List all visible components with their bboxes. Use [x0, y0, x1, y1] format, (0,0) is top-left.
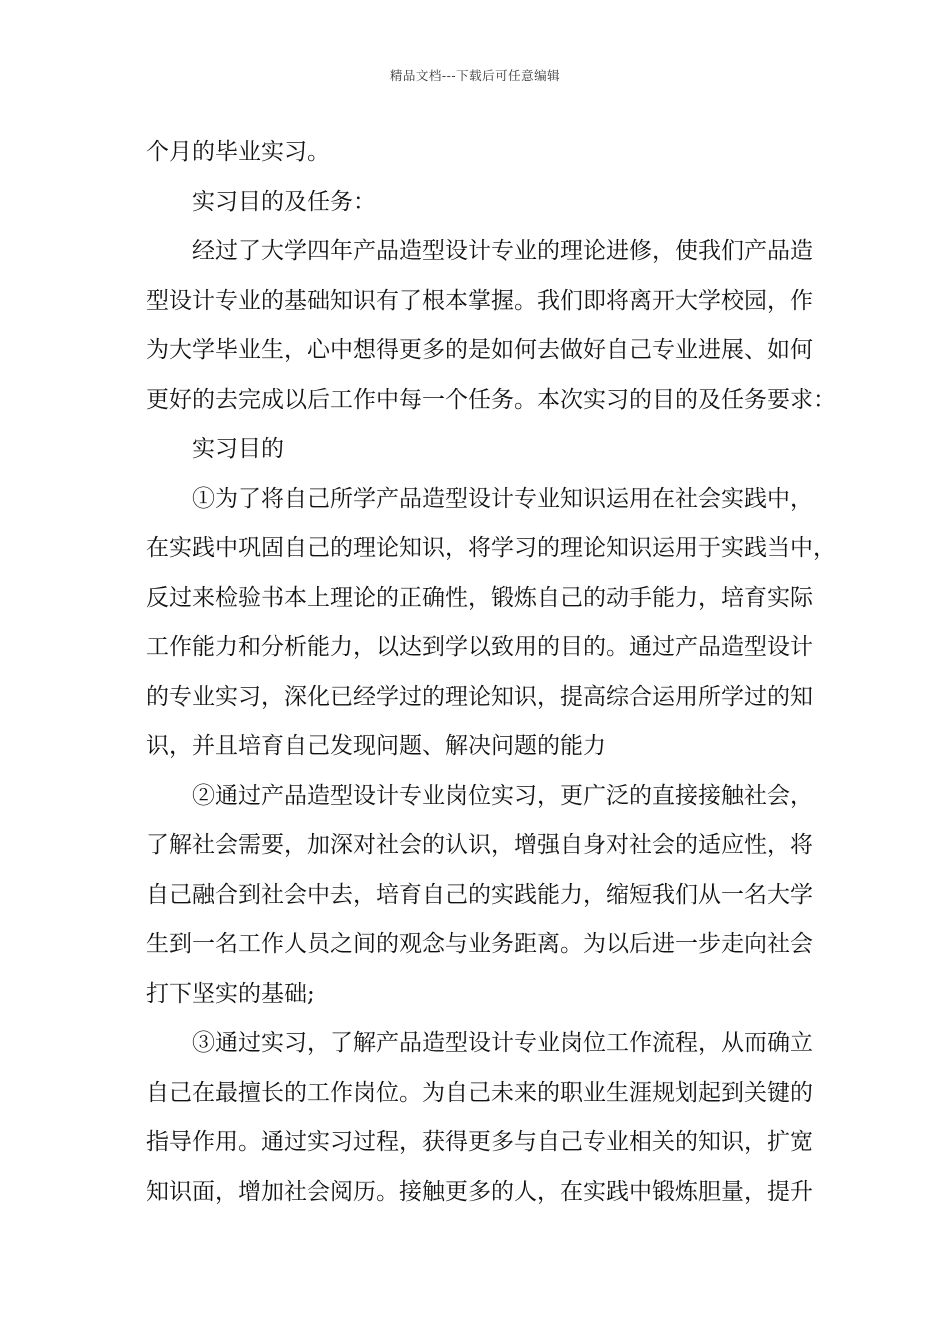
text-line: 在实践中巩固自己的理论知识，将学习的理论知识运用于实践当中， [146, 535, 836, 561]
text-line: ①为了将自己所学产品造型设计专业知识运用在社会实践中， [192, 485, 813, 512]
text-line: 个月的毕业实习。 [146, 139, 330, 165]
text-line: 型设计专业的基础知识有了根本掌握。我们即将离开大学校园，作 [146, 287, 813, 314]
text-line: 的专业实习，深化已经学过的理论知识，提高综合运用所学过的知 [146, 683, 813, 710]
text-line: 知识面，增加社会阅历。接触更多的人，在实践中锻炼胆量，提升 [146, 1178, 813, 1205]
text-line: 识，并且培育自己发现问题、解决问题的能力 [146, 733, 606, 759]
text-line: ③通过实习，了解产品造型设计专业岗位工作流程，从而确立 [192, 1030, 813, 1056]
text-line: 自己在最擅长的工作岗位。为自己未来的职业生涯规划起到关键的 [146, 1079, 813, 1106]
text-line: 了解社会需要，加深对社会的认识，增强自身对社会的适应性，将 [146, 832, 813, 858]
text-line: 经过了大学四年产品造型设计专业的理论进修，使我们产品造 [192, 238, 813, 264]
text-line: 生到一名工作人员之间的观念与业务距离。为以后进一步走向社会 [146, 931, 813, 957]
text-line: 工作能力和分析能力，以达到学以致用的目的。通过产品造型设计 [146, 634, 813, 660]
page-header: 精品文档---下载后可任意编辑 [389, 68, 561, 83]
text-line: 反过来检验书本上理论的正确性，锻炼自己的动手能力，培育实际 [146, 584, 813, 611]
text-line: 指导作用。通过实习过程，获得更多与自己专业相关的知识，扩宽 [146, 1129, 813, 1155]
section-heading: 实习目的及任务： [192, 188, 376, 215]
text-line: 打下坚实的基础; [146, 980, 315, 1007]
text-line: 自己融合到社会中去，培育自己的实践能力，缩短我们从一名大学 [146, 881, 813, 908]
text-line: 为大学毕业生，心中想得更多的是如何去做好自己专业进展、如何 [146, 337, 813, 363]
document-body [146, 132, 836, 1221]
text-line: 更好的去完成以后工作中每一个任务。本次实习的目的及任务要求： [146, 386, 836, 413]
section-heading: 实习目的 [192, 436, 284, 462]
text-line: ②通过产品造型设计专业岗位实习，更广泛的直接接触社会， [192, 782, 813, 809]
